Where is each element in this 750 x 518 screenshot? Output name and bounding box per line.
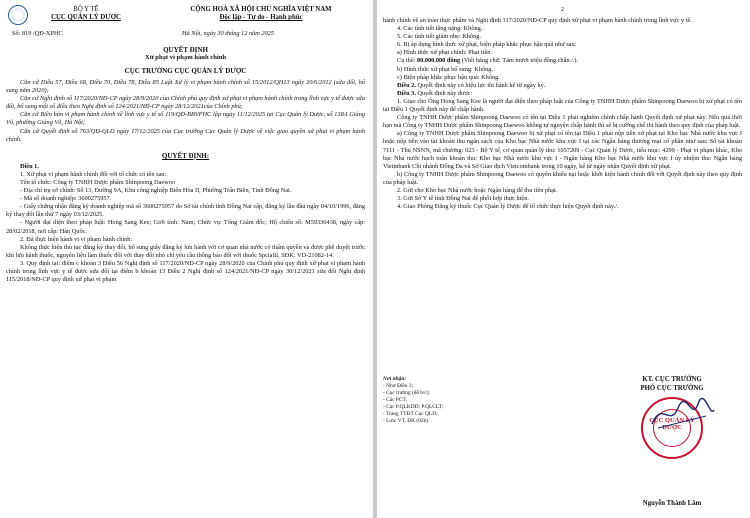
recipient-item: - Các PCT; bbox=[383, 397, 407, 403]
penalty-forms: 6. Bị áp dụng hình thức xử phạt, biện pháp khắc phục hậu quả như sau: bbox=[397, 41, 577, 49]
ministry-logo-icon bbox=[8, 5, 28, 25]
issuing-agency bbox=[26, 6, 146, 22]
legal-basis-2: Căn cứ Nghị định số 117/2020/NĐ-CP ngày 28/9/2020 của Chính phủ quy định xử phạt vi phạm hành chính trong lĩnh vực y tế được sửa đổi, bổ sung một số điều theo Nghị định số 124/2021/NĐ-CP ngày 28/12/2021của Chính phủ; bbox=[6, 95, 365, 111]
page-number: 2 bbox=[560, 6, 565, 13]
recipient-item: - Cục trưởng (để b/c); bbox=[383, 390, 431, 396]
payment-instructions: a) Công ty TNHH Dược phẩm Shinpoong Daewoo bị xử phạt có tên tại Điều 1 phải nộp tiền xử phạt tại Kho bạc Nhà nước khu vực I hoặc nộp tiền vào tài khoản thu ngân sách của Kho bạc Nhà nước khu vực I tại các Ngân hàng thương mại cổ phần như sau: Số tài khoản 7111 - Thu NSNN, mã chương: 023 - Bộ Y tế, cơ quan quản lý thu: 1057209 - Cục Quản lý Dược, tiểu mục: 4299 - Phạt vi phạm khác, Kho bạc Nhà nước hạch toán khoản thu: Kho bạc Nhà nước khu vực I - Ngân hàng Kho bạc Nhà nước khu vực I ủy nhiệm thu: Ngân hàng Vietinbank Chi nhánh Đống Đa và Sở Giao dịch Vietcombank trong 10 ngày, kể từ ngày nhận Quyết định xử phạt. bbox=[383, 130, 742, 170]
organization-address: - Địa chỉ trụ sở chính: Số 13, Đường 9A, Khu công nghiệp Biên Hòa II, Phường Trấn Biên, Tỉnh Đồng Nai. bbox=[20, 187, 292, 195]
legal-representative: - Người đại diện theo pháp luật: Hong Sang Kee; Giới tính: Nam; Chức vụ: Tổng Giám đốc; Hộ chiếu số: M59336438, ngày cấp: 28/02/2018, nơi cấp: Hàn Quốc. bbox=[6, 219, 365, 235]
fine-in-words: (Viết bằng chữ: Tám mươi triệu đồng chẵn./.). bbox=[460, 57, 579, 65]
ministry-name: BỘ Y TẾ bbox=[73, 6, 99, 13]
legal-basis-1: Căn cứ Điều 57, Điều 68, Điều 70, Điều 78, Điều 85 Luật Xử lý vi phạm hành chính số 15/2012/QH13 ngày 20/6/2012 (sửa đổi, bổ sung năm 2020); bbox=[6, 79, 365, 95]
country-name: CỘNG HOÀ XÃ HỘI CHỦ NGHĨA VIỆT NAM bbox=[190, 6, 332, 13]
issuing-authority: CỤC TRƯỞNG CỤC QUẢN LÝ DƯỢC bbox=[124, 67, 247, 75]
decision-page-1 bbox=[0, 0, 373, 518]
fine-amount: 80.000.000 đồng bbox=[416, 57, 461, 65]
violation-description: Không thực hiện thủ tục đăng ký thay đổi, bổ sung giấy đăng ký lưu hành với cơ quan nhà nước có thẩm quyền và được phê duyệt trước khi lưu hành thuốc, nguyên liệu làm thuốc đối với thay đổi nhỏ chỉ yêu cầu thông báo đối với thuốc Spciafil, SĐK: VD-21082-14. bbox=[6, 243, 365, 259]
signer-position-1: KT. CỤC TRƯỞNG bbox=[642, 376, 702, 383]
recipients-list bbox=[383, 376, 523, 425]
document-header bbox=[6, 4, 365, 40]
aggravating-circumstances: 4. Các tình tiết tăng nặng: Không. bbox=[397, 25, 483, 33]
article-3-item-4: 4. Giao Phòng Đăng ký thuốc Cục Quản lý Dược để tổ chức thực hiện Quyết định này./. bbox=[397, 203, 619, 211]
recipient-item: - Lưu: VT, ĐK (02b). bbox=[383, 418, 430, 424]
additional-penalty: b) Hình thức xử phạt bổ sung: Không. bbox=[397, 65, 494, 73]
enterprise-code: - Mã số doanh nghiệp: 3600275957. bbox=[20, 195, 112, 203]
appeal-rights: b) Công ty TNHH Dược phẩm Shinpoong Daewoo có quyền khiếu nại hoặc khởi kiện hành chính đối với Quyết định này theo quy định của pháp luật. bbox=[383, 170, 742, 186]
article-3 bbox=[383, 90, 742, 98]
article-1-item-2: 2. Đã thực hiện hành vi vi phạm hành chính: bbox=[20, 235, 133, 243]
article-1-item-3: 3. Quy định tại: điểm c khoản 3 Điều 56 Nghị định số 117/2020/NĐ-CP ngày 28/9/2020 của Chính phủ quy định xử phạt vi phạm hành chính trong lĩnh vực y tế được sửa đổi tại điểm b khoản 13 Điều 2 Nghị định số 124/2021/NĐ-CP ngày 30/12/2021 sửa đổi Nghị định 115/2018/NĐ-CP quy định xử phạt vi phạm bbox=[6, 259, 365, 284]
article-2-text: Quyết định này có hiệu lực thi hành kể từ ngày ký. bbox=[415, 81, 546, 89]
fine-line bbox=[383, 57, 742, 65]
article-2-label: Điều 2. bbox=[397, 81, 416, 89]
legal-basis-4: Căn cứ Quyết định số 763/QĐ-QLD ngày 17/12/2025 của Cục trưởng Cục Quản lý Dược về việc giao quyền xử phạt vi phạm hành chính. bbox=[6, 127, 365, 143]
article-3-item-3: 3. Gửi Sở Y tế tỉnh Đồng Nai để phối hợp thực hiện. bbox=[397, 195, 529, 203]
fine-prefix: Cụ thể: bbox=[397, 57, 417, 65]
seal-text: CỤC QUẢN LÝ DƯỢC bbox=[649, 417, 695, 432]
legal-basis-3: Căn cứ Biên bản vi phạm hành chính về lĩnh vực y tế số 119/QĐ-BBVPHC lập ngày 11/12/2025 tại Cục Quản lý Dược, số 138A Giảng Võ, phường Giảng Võ, Hà Nội; bbox=[6, 111, 365, 127]
article-3-label: Điều 3. bbox=[397, 89, 416, 97]
recipients-title: Nơi nhận: bbox=[383, 376, 407, 382]
signer-position-2: PHÓ CỤC TRƯỞNG bbox=[640, 384, 704, 392]
article-1-heading: Điều 1. bbox=[20, 162, 39, 170]
organization-name: Tên tổ chức: Công ty TNHH Dược phẩm Shinpoong Daewoo bbox=[20, 178, 176, 186]
signature-block bbox=[602, 376, 742, 507]
document-number: Số: 819 /QĐ-XPHC bbox=[12, 30, 63, 37]
item-3-continued: hành chính về an toàn thực phẩm và Nghị định 117/2020/NĐ-CP quy định xử phạt vi phạm hành chính trong lĩnh vực y tế. bbox=[383, 17, 692, 24]
article-3-text: Quyết định này được: bbox=[415, 89, 473, 97]
main-penalty: a) Hình thức xử phạt chính: Phạt tiền. bbox=[397, 49, 492, 57]
decision-page-2 bbox=[377, 0, 750, 518]
article-1-item-1: 1. Xử phạt vi phạm hành chính đối với tổ chức có tên sau: bbox=[20, 170, 167, 178]
document-subtitle: Xử phạt vi phạm hành chính bbox=[144, 54, 227, 61]
decides-heading: QUYẾT ĐỊNH: bbox=[161, 151, 210, 160]
agency-name: CỤC QUẢN LÝ DƯỢC bbox=[51, 14, 121, 21]
mitigating-circumstances: 5. Các tình tiết giảm nhẹ: Không. bbox=[397, 33, 481, 41]
business-license: - Giấy chứng nhận đăng ký doanh nghiệp mã số 3600275957 do Sở tài chính tỉnh Đồng Nai cấp, đăng ký lần đầu ngày 04/10/1996, đăng ký thay đổi lần thứ 7 ngày 03/12/2025. bbox=[6, 203, 365, 219]
motto: Độc lập - Tự do - Hạnh phúc bbox=[219, 14, 303, 21]
enforcement-note: Công ty TNHH Dược phẩm Shinpoong Daewoo có tên tại Điều 1 phải nghiêm chỉnh chấp hành Quyết định xử phạt này. Nếu quá thời hạn mà Công ty TNHH Dược phẩm Shinpoong Daewoo không tự nguyện chấp hành thì sẽ bị cưỡng chế thi hành theo quy định của pháp luật. bbox=[383, 114, 742, 130]
article-2 bbox=[383, 82, 742, 90]
document-title: QUYẾT ĐỊNH bbox=[163, 46, 208, 54]
recipient-item: - Như Điều 3; bbox=[383, 383, 414, 389]
document-date: Hà Nội, ngày 30 tháng 12 năm 2025 bbox=[182, 30, 275, 37]
handwritten-signature-icon bbox=[648, 394, 718, 434]
article-3-item-1: 1. Giao cho Ông Hong Sang Kee là người đại diện theo pháp luật của Công ty TNHH Dược phẩm Shinpoong Daewoo bị xử phạt có tên tại Điều 1 Quyết định này để chấp hành. bbox=[383, 97, 742, 114]
recipient-item: - Các P.QLKDD; P.QLCLT; bbox=[383, 404, 444, 410]
national-motto bbox=[156, 6, 366, 22]
article-3-item-2: 2. Gửi cho Kho bạc Nhà nước hoặc Ngân hàng để thu tiền phạt. bbox=[397, 186, 558, 194]
signer-name: Nguyễn Thành Lâm bbox=[642, 500, 702, 507]
recipient-item: - Trang TTĐT Cục QLD; bbox=[383, 411, 438, 417]
remedial-measures: c) Biện pháp khắc phục hậu quả: Không. bbox=[397, 73, 500, 81]
